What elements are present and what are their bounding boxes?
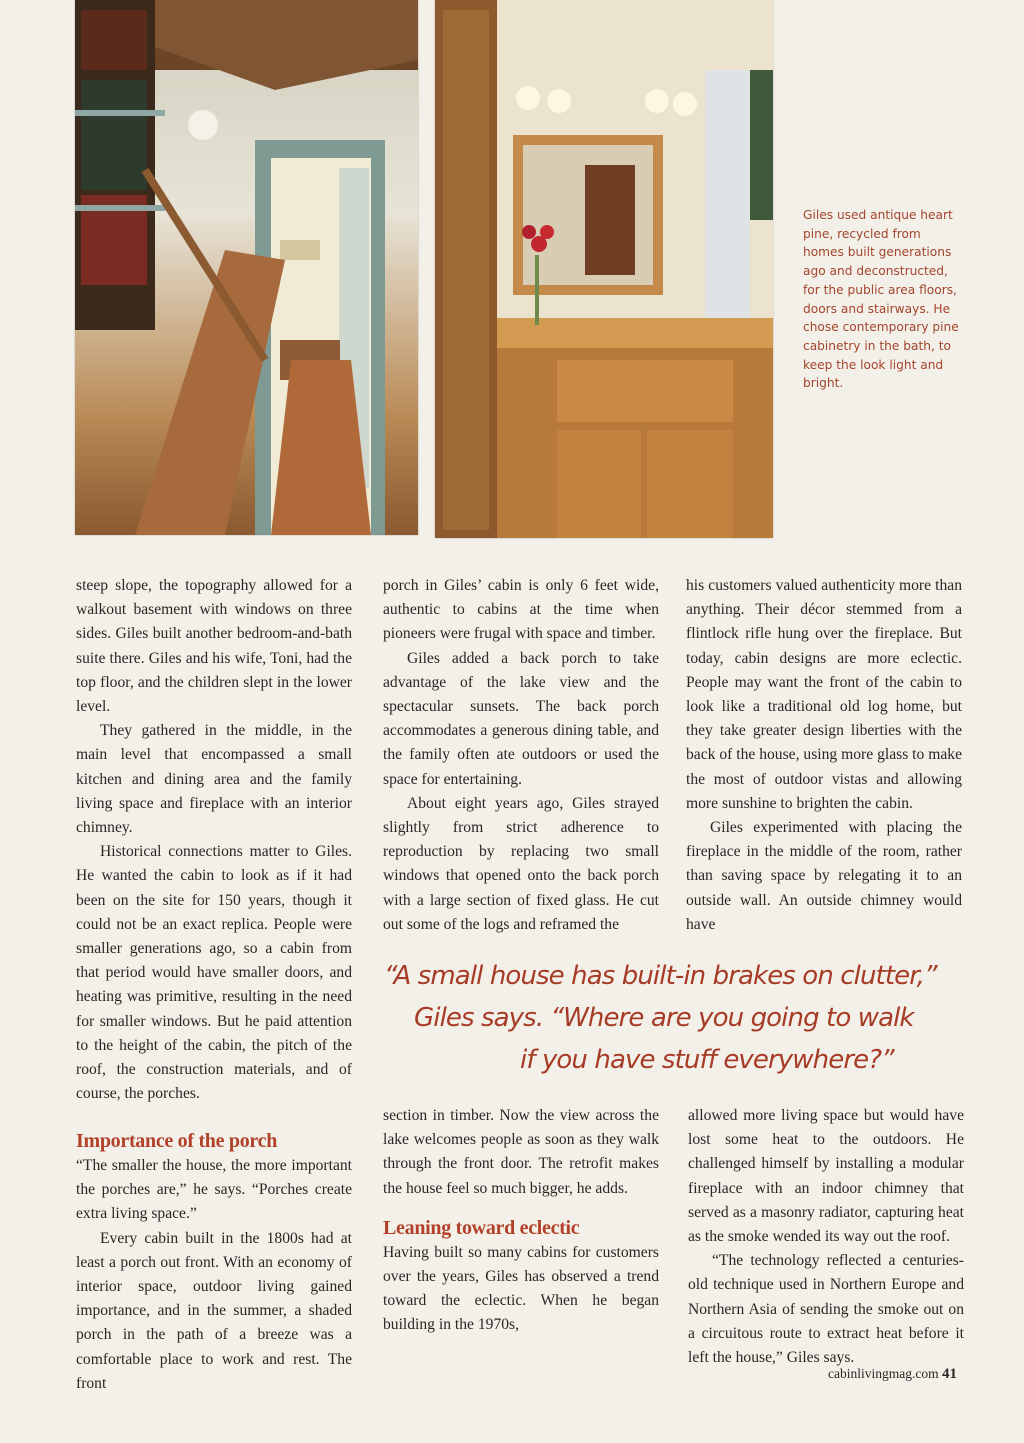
col1-paragraph-4: “The smaller the house, the more important the porches are,” he says. “Porches create extra living space.” (76, 1157, 352, 1223)
subheading-importance-of-the-porch: Importance of the porch (76, 1130, 278, 1152)
staircase-photo-art (75, 0, 418, 535)
pull-quote-line-2: Giles says. “Where are you going to walk (414, 1003, 914, 1033)
col3-paragraph-4: “The technology reflected a centuries-old technique used in Northern Europe and Northern Asia of sending the smoke out on a circuitous route to extract heat before it left the house,” Giles says. (688, 1252, 964, 1367)
col2-paragraph-1: porch in Giles’ cabin is only 6 feet wide, authentic to cabins at the time when pioneers were frugal with space and timber. (383, 577, 659, 643)
body-column-1-top (76, 574, 352, 1106)
col1-paragraph-1: steep slope, the topography allowed for a walkout basement with windows on three sides. Giles built another bedroom-and-bath suite there. Giles and his wife, Toni, had the top floor, and the children slept in the lower level. (76, 577, 352, 716)
body-column-3-bottom (688, 1104, 964, 1370)
col3-paragraph-3: allowed more living space but would have lost some heat to the outdoors. He challenged himself by installing a modular fireplace with an indoor chimney that served as a masonry radiator, capturing heat as the smoke wended its way out the roof. (688, 1107, 964, 1246)
col2-paragraph-5: Having built so many cabins for customers over the years, Giles has observed a trend toward the eclectic. When he began building in the 1970s, (383, 1243, 659, 1334)
body-column-1-bottom (76, 1128, 352, 1396)
body-column-2-bottom (383, 1104, 659, 1338)
pull-quote-line-3: if you have stuff everywhere?” (520, 1045, 894, 1075)
pull-quote-line-1: “A small house has built-in brakes on clutter,” (384, 961, 937, 991)
body-column-3-top (686, 574, 962, 937)
footer-site: cabinlivingmag.com (828, 1366, 939, 1381)
staircase-photo (75, 0, 418, 535)
page-number: 41 (941, 1366, 957, 1382)
photo-caption: Giles used antique heart pine, recycled from homes built generations ago and deconstructed, for the public area floors, doors and stairways. He chose contemporary pine cabinetry in the bath, to keep the look light and bright. (803, 208, 959, 391)
col2-paragraph-3: About eight years ago, Giles strayed slightly from strict adherence to reproduction by replacing two small windows that opened onto the back porch with a large section of fixed glass. He cut out some of the logs and reframed the (383, 794, 659, 933)
col1-paragraph-5: Every cabin built in the 1800s had at least a porch out front. With an economy of interior space, outdoor living gained importance, and in the summer, a shaded porch in the path of a breeze was a comfortable place to work and rest. The front (76, 1229, 352, 1392)
bathroom-photo-art (435, 0, 773, 538)
bathroom-photo (435, 0, 773, 538)
pull-quote (372, 955, 972, 1081)
col1-paragraph-3: Historical connections matter to Giles. He wanted the cabin to look as if it had been on the site for 150 years, though it could not be an exact replica. People were smaller generations ago, so a cabin from that period would have smaller doors, and heating was primitive, resulting in the need for smaller windows. But he paid attention to the height of the cabin, the pitch of the roof, the construction materials, and of course, the porches. (76, 843, 352, 1103)
col2-paragraph-4: section in timber. Now the view across the lake welcomes people as soon as they walk through the front door. The retrofit makes the house feel so much bigger, he adds. (383, 1107, 659, 1197)
col1-paragraph-2: They gathered in the middle, in the main level that encompassed a small kitchen and dining area and the family living space and fireplace with an interior chimney. (76, 722, 352, 837)
col2-paragraph-2: Giles added a back porch to take advantage of the lake view and the spectacular sunsets. The back porch accommodates a generous dining table, and the family often ate outdoors or used the space for entertaining. (383, 649, 659, 788)
col3-paragraph-1: his customers valued authenticity more than anything. Their décor stemmed from a flintlock rifle hung over the fireplace. But today, cabin designs are more eclectic. People may want the front of the cabin to look like a traditional old log home, but they take greater design liberties with the back of the house, using more glass to make the most of outdoor vistas and allowing more sunshine to brighten the cabin. (686, 577, 962, 812)
col3-paragraph-2: Giles experimented with placing the fireplace in the middle of the room, rather than saving space by relegating it to an outside wall. An outside chimney would have (686, 819, 962, 933)
page-footer (828, 1366, 957, 1383)
body-column-2-top (383, 574, 659, 937)
subheading-leaning-toward-eclectic: Leaning toward eclectic (383, 1216, 580, 1239)
